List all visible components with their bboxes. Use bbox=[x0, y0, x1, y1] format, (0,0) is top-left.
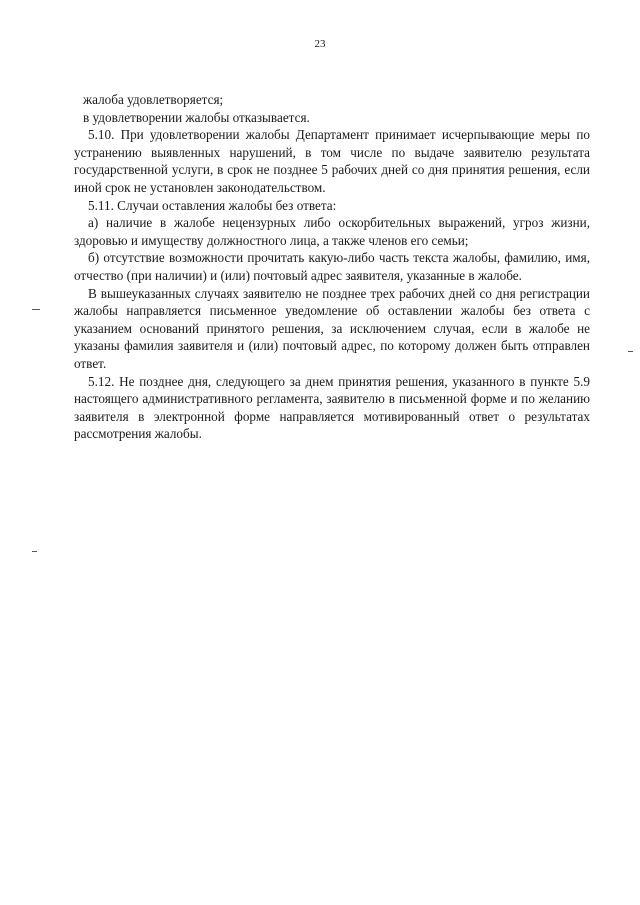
margin-mark-right-upper bbox=[628, 351, 633, 352]
paragraph-5-10: 5.10. При удовлетворении жалобы Департамент принимает исчерпывающие меры по устранению выявленных нарушений, в том числе по выдаче заявителю результата государственной услуги, в срок не позднее 5 рабочих дней со дня принятия решения, если иной срок не установлен законодательством. bbox=[74, 127, 590, 195]
margin-mark-left-upper bbox=[32, 309, 40, 310]
paragraph-5-12: 5.12. Не позднее дня, следующего за днем принятия решения, указанного в пункте 5.9 настоящего административного регламента, заявителю в письменной форме и по желанию заявителя в электронной форме направляется мотивированный ответ о результатах рассмотрения жалобы. bbox=[74, 373, 590, 442]
paragraph-1: жалоба удовлетворяется; bbox=[83, 92, 224, 107]
document-body bbox=[74, 91, 590, 443]
paragraph-5-11: 5.11. Случаи оставления жалобы без ответа: bbox=[88, 197, 337, 213]
paragraph-5-11-a: а) наличие в жалобе нецензурных либо оскорбительных выражений, угроз жизни, здоровью и имуществу должностного лица, а также членов его семьи; bbox=[74, 215, 590, 248]
page-number: 23 bbox=[314, 38, 326, 50]
margin-mark-left-lower bbox=[32, 551, 37, 552]
paragraph-2: в удовлетворении жалобы отказывается. bbox=[83, 109, 310, 125]
paragraph-5-11-b: б) отсутствие возможности прочитать какую-либо часть текста жалобы, фамилию, имя, отчество (при наличии) и (или) почтовый адрес заявителя, указанные в жалобе. bbox=[74, 250, 590, 283]
paragraph-above-cases: В вышеуказанных случаях заявителю не позднее трех рабочих дней со дня регистрации жалобы направляется письменное уведомление об оставлении жалобы без ответа с указанием оснований принятого решения, за исключением случая, если в жалобе не указаны фамилия заявителя и (или) почтовый адрес, по которому должен быть отправлен ответ. bbox=[74, 285, 590, 371]
